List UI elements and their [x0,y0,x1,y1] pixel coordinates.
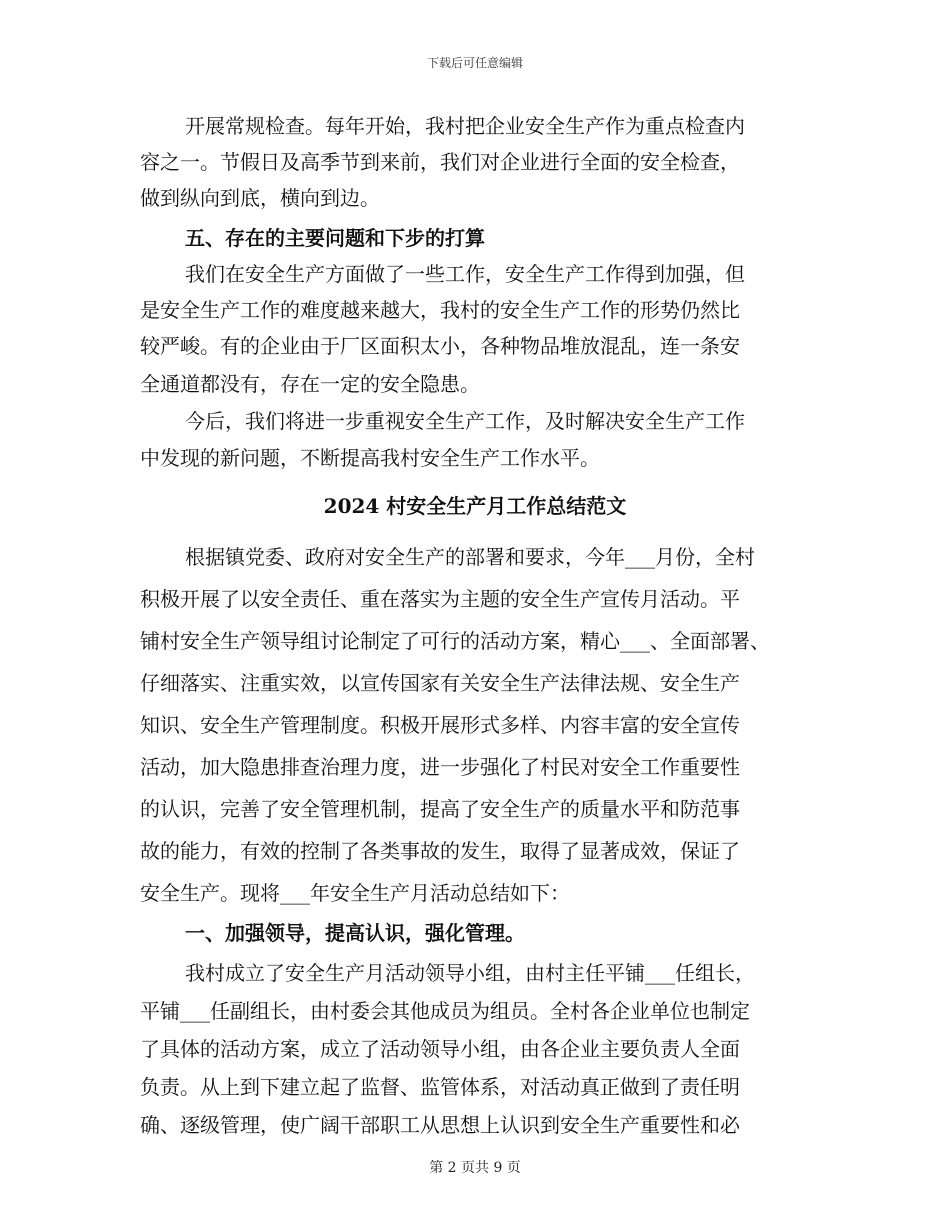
paragraph-line: 故的能力，有效的控制了各类事故的发生，取得了显著成效，保证了 [140,839,740,863]
paragraph-line: 活动，加大隐患排查治理力度，进一步强化了村民对安全工作重要性 [140,755,740,779]
paragraph-line: 知识、安全生产管理制度。积极开展形式多样、内容丰富的安全宣传 [140,713,740,737]
section-heading: 五、存在的主要问题和下步的打算 [185,226,485,250]
paragraph-line: 平铺___任副组长，由村委会其他成员为组员。全村各企业单位也制定 [140,999,750,1023]
paragraph-line: 全通道都没有，存在一定的安全隐患。 [140,372,480,396]
paragraph-line: 的认识，完善了安全管理机制，提高了安全生产的质量水平和防范事 [140,797,740,821]
paragraph-line: 我们在安全生产方面做了一些工作，安全生产工作得到加强，但 [185,262,745,286]
paragraph-line: 根据镇党委、政府对安全生产的部署和要求，今年___月份，全村 [185,545,755,569]
paragraph-line: 铺村安全生产领导组讨论制定了可行的活动方案，精心___、全面部署、 [140,629,770,653]
paragraph-line: 是安全生产工作的难度越来越大，我村的安全生产工作的形势仍然比 [140,298,740,322]
document-title: 2024 村安全生产月工作总结范文 [323,494,627,518]
paragraph-line: 负责。从上到下建立起了监督、监管体系，对活动真正做到了责任明 [140,1075,740,1099]
paragraph-line: 安全生产。现将___年安全生产月活动总结如下： [140,881,570,905]
paragraph-line: 容之一。节假日及高季节到来前，我们对企业进行全面的安全检查， [140,150,740,174]
paragraph-line: 确、逐级管理，使广阔干部职工从思想上认识到安全生产重要性和必 [140,1113,740,1137]
paragraph-line: 今后，我们将进一步重视安全生产工作，及时解决安全生产工作 [185,409,745,433]
section-heading: 一、加强领导，提高认识，强化管理。 [185,921,525,945]
paragraph-line: 仔细落实、注重实效，以宣传国家有关安全生产法律法规、安全生产 [140,671,740,695]
paragraph-line: 中发现的新问题，不断提高我村安全生产工作水平。 [140,446,600,470]
paragraph-line: 了具体的活动方案，成立了活动领导小组，由各企业主要负责人全面 [140,1037,740,1061]
paragraph-line: 我村成立了安全生产月活动领导小组，由村主任平铺___任组长， [185,961,755,985]
page-header-note: 下载后可任意编辑 [426,56,523,70]
paragraph-line: 积极开展了以安全责任、重在落实为主题的安全生产宣传月活动。平 [140,587,740,611]
page-footer-number: 第 2 页共 9 页 [429,1160,521,1176]
paragraph-line: 做到纵向到底，横向到边。 [140,186,380,210]
paragraph-line: 较严峻。有的企业由于厂区面积太小，各种物品堆放混乱，连一条安 [140,334,740,358]
paragraph-line: 开展常规检查。每年开始，我村把企业安全生产作为重点检查内 [185,114,745,138]
